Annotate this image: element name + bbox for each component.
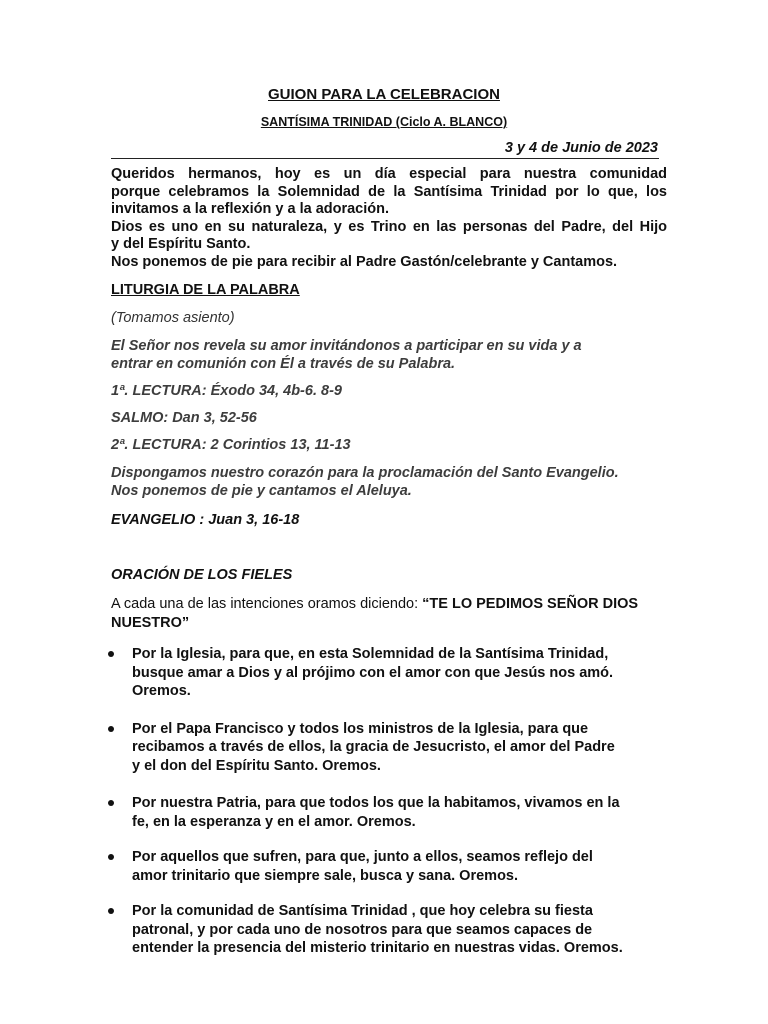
intro-line: y del Espíritu Santo. bbox=[111, 236, 251, 252]
intro-line: porque celebramos la Solemnidad de la Santísima Trinidad por lo que, los bbox=[111, 183, 667, 200]
intention-line: entender la presencia del misterio trinitario en nuestras vidas. Oremos. bbox=[132, 940, 623, 956]
gospel-reading: EVANGELIO : Juan 3, 16-18 bbox=[111, 512, 300, 528]
intention-line: busque amar a Dios y al prójimo con el amor con que Jesús nos amó. bbox=[132, 664, 614, 681]
bullet-icon bbox=[108, 854, 114, 860]
intention-line: Por la Iglesia, para que, en esta Solemnidad de la Santísima Trinidad, bbox=[132, 646, 609, 662]
liturgia-intro-line: entrar en comunión con Él a través de su Palabra. bbox=[111, 356, 456, 372]
bullet-icon bbox=[108, 800, 114, 806]
intention-line: Por el Papa Francisco y todos los ministros de la Iglesia, para que bbox=[132, 720, 589, 737]
celebration-date: 3 y 4 de Junio de 2023 bbox=[504, 140, 658, 156]
oracion-heading: ORACIÓN DE LOS FIELES bbox=[111, 567, 293, 583]
gospel-intro-line: Nos ponemos de pie y cantamos el Aleluya. bbox=[111, 483, 412, 499]
document-title: GUION PARA LA CELEBRACION bbox=[268, 86, 500, 103]
intro-line: Dios es uno en su naturaleza, y es Trino en las personas del Padre, del Hijo bbox=[111, 218, 667, 235]
header-divider bbox=[111, 158, 659, 159]
first-reading: 1ª. LECTURA: Éxodo 34, 4b-6. 8-9 bbox=[111, 383, 342, 399]
liturgia-intro bbox=[111, 337, 631, 373]
liturgia-instruction: (Tomamos asiento) bbox=[111, 310, 235, 326]
intention-item bbox=[108, 794, 668, 831]
liturgia-intro-line: El Señor nos revela su amor invitándonos a participar en su vida y a bbox=[111, 338, 582, 354]
psalm: SALMO: Dan 3, 52-56 bbox=[111, 410, 257, 426]
intentions-list bbox=[108, 645, 668, 958]
intention-line: patronal, y por cada uno de nosotros para que seamos capaces de bbox=[132, 921, 593, 938]
intro-line: Nos ponemos de pie para recibir al Padre Gastón/celebrante y Cantamos. bbox=[111, 253, 618, 270]
intro-line: invitamos a la reflexión y a la adoración. bbox=[111, 201, 390, 217]
intro-line: Queridos hermanos, hoy es un día especial para nuestra comunidad bbox=[111, 166, 667, 182]
intention-item bbox=[108, 645, 668, 701]
intention-line: fe, en la esperanza y en el amor. Oremos. bbox=[132, 813, 416, 830]
bullet-icon bbox=[108, 726, 114, 732]
intro-paragraph bbox=[111, 166, 667, 271]
bullet-icon bbox=[108, 908, 114, 914]
response-text: “TE LO PEDIMOS SEÑOR DIOS NUESTRO” bbox=[111, 596, 639, 631]
intention-line: Por nuestra Patria, para que todos los que la habitamos, vivamos en la bbox=[132, 795, 620, 811]
bullet-icon bbox=[108, 651, 114, 657]
gospel-intro-line: Dispongamos nuestro corazón para la proclamación del Santo Evangelio. bbox=[111, 465, 619, 481]
liturgia-heading: LITURGIA DE LA PALABRA bbox=[111, 282, 300, 298]
response-intro: A cada una de las intenciones oramos diciendo: bbox=[111, 596, 423, 612]
intention-line: y el don del Espíritu Santo. Oremos. bbox=[132, 757, 381, 774]
document-subtitle: SANTÍSIMA TRINIDAD (Ciclo A. BLANCO) bbox=[260, 115, 508, 129]
intention-line: Oremos. bbox=[132, 683, 191, 699]
intention-item bbox=[108, 848, 668, 885]
intention-line: Por aquellos que sufren, para que, junto a ellos, seamos reflejo del bbox=[132, 849, 593, 865]
second-reading: 2ª. LECTURA: 2 Corintios 13, 11-13 bbox=[111, 437, 351, 453]
intention-line: Por la comunidad de Santísima Trinidad , que hoy celebra su fiesta bbox=[132, 903, 593, 919]
gospel-intro bbox=[111, 464, 671, 500]
response-instruction bbox=[111, 595, 671, 633]
intention-line: amor trinitario que siempre sale, busca y sana. Oremos. bbox=[132, 867, 519, 884]
intention-line: recibamos a través de ellos, la gracia de Jesucristo, el amor del Padre bbox=[132, 739, 615, 755]
intention-item bbox=[108, 902, 668, 958]
intention-item bbox=[108, 720, 668, 776]
